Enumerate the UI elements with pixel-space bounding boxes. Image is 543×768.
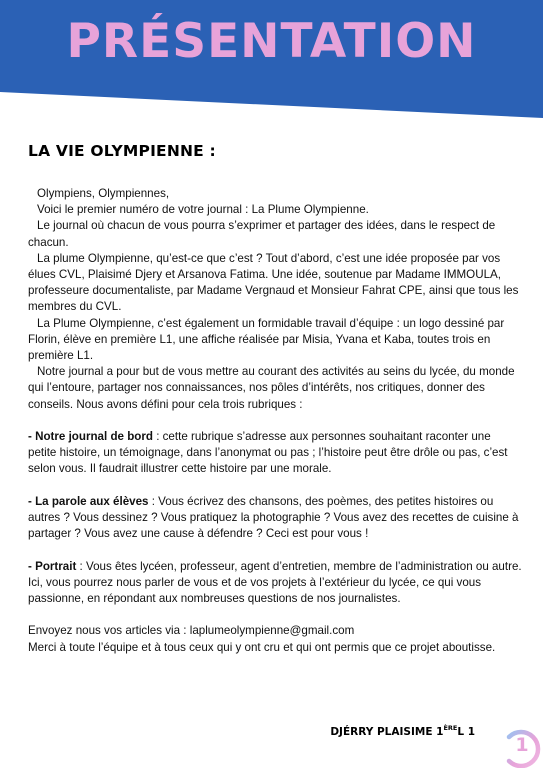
thanks-line: Merci à toute l’équipe et à tous ceux qui y ont cru et qui ont permis que ce projet aboutisse. xyxy=(28,640,496,654)
intro-paragraph: Notre journal a pour but de vous mettre au courant des activités au seins du lycée, du monde qui l’entoure, partager nos connaissances, nos pôles d’intérêts, nos critiques, donner des conseils. Nous avons défini pour cela trois rubriques : xyxy=(28,365,515,411)
intro-paragraph: Voici le premier numéro de votre journal : La Plume Olympienne. xyxy=(37,203,369,217)
rubrique-journal-de-bord xyxy=(28,429,522,478)
rubrique-description: : Vous écrivez des chansons, des poèmes, des petites histoires ou autres ? Vous dessinez ? Vous pratiquez la photographie ? Vous avez des recettes de cuisine à partager ? Vous avez une cause à défendre ? Ceci est pour vous ! xyxy=(28,494,519,541)
section-title: LA VIE OLYMPIENNE : xyxy=(28,142,216,160)
spacer xyxy=(28,413,522,429)
author-class-superscript: ÈRE xyxy=(443,724,458,732)
page-number: 1 xyxy=(515,734,529,756)
author-name: DJÉRRY PLAISIME 1 xyxy=(330,726,444,738)
intro-paragraph: La Plume Olympienne, c’est également un formidable travail d’équipe : un logo dessiné par Florin, élève en première L1, une affiche réalisée par Misia, Yvana et Kaba, toutes trois en première L1. xyxy=(28,316,505,363)
author-signature xyxy=(330,724,475,738)
spacer xyxy=(28,607,522,623)
rubrique-parole-aux-eleves xyxy=(28,494,522,543)
spacer xyxy=(28,478,522,494)
intro-paragraph: Le journal où chacun de vous pourra s’exprimer et partager des idées, dans le respect de chacun. xyxy=(28,219,496,249)
intro-greeting: Olympiens, Olympiennes, xyxy=(37,187,170,200)
rubrique-description: : cette rubrique s’adresse aux personnes souhaitant raconter une petite histoire, un témoignage, dans l’anonymat ou pas ; l’histoire peut être drôle ou pas, c’est selon vous. Il faudrait illustrer cette histoire par une morale. xyxy=(28,430,508,476)
intro-paragraph: La plume Olympienne, qu’est-ce que c’est ? Tout d’abord, c’est une idée proposée par vos élues CVL, Plaisimé Djery et Arsanova Fatima. Une idée, soutenue par Madame IMMOULA, professeure documentaliste, par Madame Vergnaud et Monsieur Fahrat CPE, ainsi que tous les membres du CVL. xyxy=(28,251,519,314)
spacer xyxy=(28,542,522,558)
rubrique-description: : Vous êtes lycéen, professeur, agent d’entretien, membre de l’administration ou autre. Ici, vous pourrez nous parler de vous et de vos projets à l’extérieur du lycée, ce qui vous passionne, en répondant aux nombreuses questions de nos journalistes. xyxy=(28,559,522,606)
rubrique-portrait xyxy=(28,559,522,608)
rubrique-name: - La parole aux élèves xyxy=(28,494,149,508)
page-title: PRÉSENTATION xyxy=(66,14,477,69)
article-body xyxy=(28,186,522,656)
author-class: L 1 xyxy=(457,726,475,738)
contact-line: Envoyez nous vos articles via : laplumeolympienne@gmail.com xyxy=(28,624,355,638)
rubrique-name: - Notre journal de bord xyxy=(28,430,153,444)
rubrique-name: - Portrait xyxy=(28,559,77,573)
